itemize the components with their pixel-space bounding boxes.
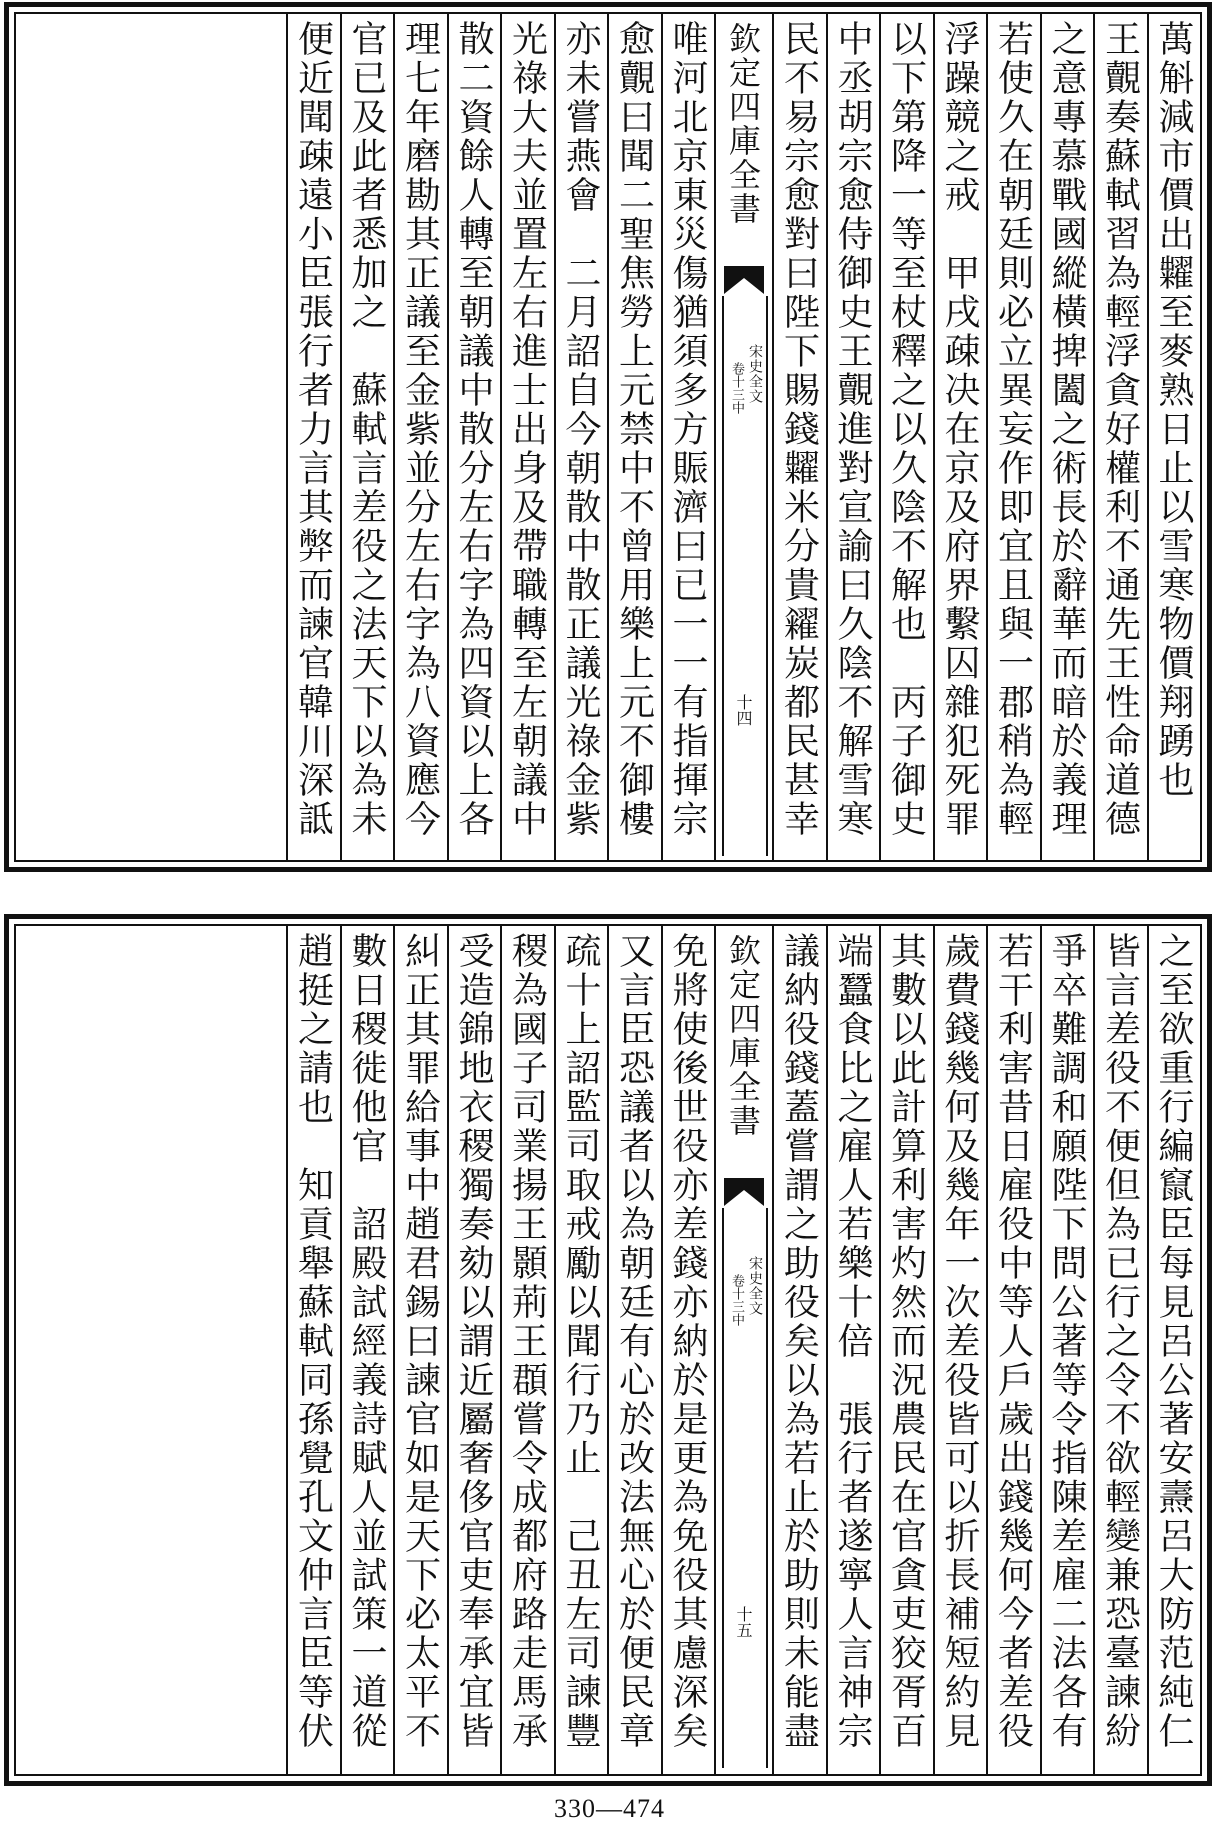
text-column: 皆言差役不便但為已行之令不欲輕變兼恐臺諫紛	[1093, 926, 1147, 1774]
bottom-page	[4, 914, 1212, 1786]
text-column: 民不易宗愈對曰陛下賜錢糶米分貴糴炭都民甚幸	[772, 14, 826, 860]
text-column: 散二資餘人轉至朝議中散分左右字為四資以上各	[447, 14, 501, 860]
text-column: 官已及此者悉加之 蘇軾言差役之法天下以為未	[340, 14, 394, 860]
text-column: 糾正其罪給事中趙君錫曰諫官如是天下必太平不	[393, 926, 447, 1774]
text-column: 若干利害昔日雇役中等人戶歲出錢幾何今者差役	[986, 926, 1040, 1774]
top-page-frame	[14, 12, 1202, 862]
bottom-page-frame	[14, 924, 1202, 1776]
fishtail-mark-icon	[724, 1178, 764, 1206]
text-column: 免將使後世役亦差錢亦納於是更為免役其慮深矣	[661, 926, 715, 1774]
center-fold	[714, 926, 772, 1774]
text-column: 端蠶食比之雇人若樂十倍 張行者遂寧人言神宗	[826, 926, 880, 1774]
page-number: 十五	[734, 1606, 753, 1638]
text-column: 爭卒難調和願陛下問公著等令指陳差雇二法各有	[1040, 926, 1094, 1774]
text-column: 亦未嘗燕會 二月詔自今朝散中散正議光祿金紫	[554, 14, 608, 860]
fold-line	[766, 1208, 768, 1768]
text-column: 疏十上詔監司取戒勵以聞行乃止 己丑左司諫豐	[554, 926, 608, 1774]
text-column: 議納役錢蓋嘗謂之助役矣以為若止於助則未能盡	[772, 926, 826, 1774]
text-column: 理七年磨勘其正議至金紫並分左右字為八資應今	[393, 14, 447, 860]
text-column: 以下第降一等至杖釋之以久陰不解也 丙子御史	[879, 14, 933, 860]
text-column: 數日稷徙他官 詔殿試經義詩賦人並試策一道從	[340, 926, 394, 1774]
volume-label: 卷十三中	[729, 1274, 744, 1326]
text-column: 又言臣恐議者以為朝廷有心於改法無心於便民章	[607, 926, 661, 1774]
text-column: 受造錦地衣稷獨奏劾以謂近屬奢侈官吏奉承宜皆	[447, 926, 501, 1774]
text-column: 稷為國子司業揚王顥荊王頵嘗令成都府路走馬承	[500, 926, 554, 1774]
bottom-page-columns	[16, 926, 1200, 1774]
book-title: 宋史全文	[747, 344, 763, 404]
text-column: 浮躁競之戒 甲戌疎决在京及府界繫囚雜犯死罪	[933, 14, 987, 860]
text-column: 其數以此計算利害灼然而況農民在官貪吏狡胥百	[879, 926, 933, 1774]
text-column: 之至欲重行編竄臣每見呂公著安燾呂大防范純仁	[1147, 926, 1201, 1774]
fold-line	[722, 1208, 724, 1768]
footer-page-code: 330—474	[554, 1794, 665, 1823]
book-title: 宋史全文	[747, 1256, 763, 1316]
text-column: 中丞胡宗愈侍御史王覿進對宣諭曰久陰不解雪寒	[826, 14, 880, 860]
text-column: 王覿奏蘇軾習為輕浮貪好權利不通先王性命道德	[1093, 14, 1147, 860]
text-column: 之意專慕戰國縱橫捭闔之術長於辭華而暗於義理	[1040, 14, 1094, 860]
text-column: 歲費錢幾何及幾年一次差役皆可以折長補短約見	[933, 926, 987, 1774]
text-column: 愈覿曰聞二聖焦勞上元禁中不曾用樂上元不御樓	[607, 14, 661, 860]
series-title: 欽定四庫全書	[724, 934, 762, 1138]
text-column: 萬斛減市價出糶至麥熟日止以雪寒物價翔踴也	[1147, 14, 1201, 860]
text-column: 趙挺之請也 知貢舉蘇軾同孫覺孔文仲言臣等伏	[286, 926, 340, 1774]
text-column: 唯河北京東災傷猶須多方賑濟曰已一一有指揮宗	[661, 14, 715, 860]
top-page-columns	[16, 14, 1200, 860]
text-column: 便近聞疎遠小臣張行者力言其弊而諫官韓川深詆	[286, 14, 340, 860]
fold-line	[766, 296, 768, 856]
series-title: 欽定四庫全書	[724, 22, 762, 226]
top-page	[4, 2, 1212, 872]
page-number: 十四	[734, 694, 753, 726]
fishtail-mark-icon	[724, 266, 764, 294]
text-column: 光祿大夫並置左右進士出身及帶職轉至左朝議中	[500, 14, 554, 860]
fold-line	[722, 296, 724, 856]
center-fold	[714, 14, 772, 860]
text-column: 若使久在朝廷則必立異妄作即宜且與一郡稍為輕	[986, 14, 1040, 860]
volume-label: 卷十三中	[729, 362, 744, 414]
